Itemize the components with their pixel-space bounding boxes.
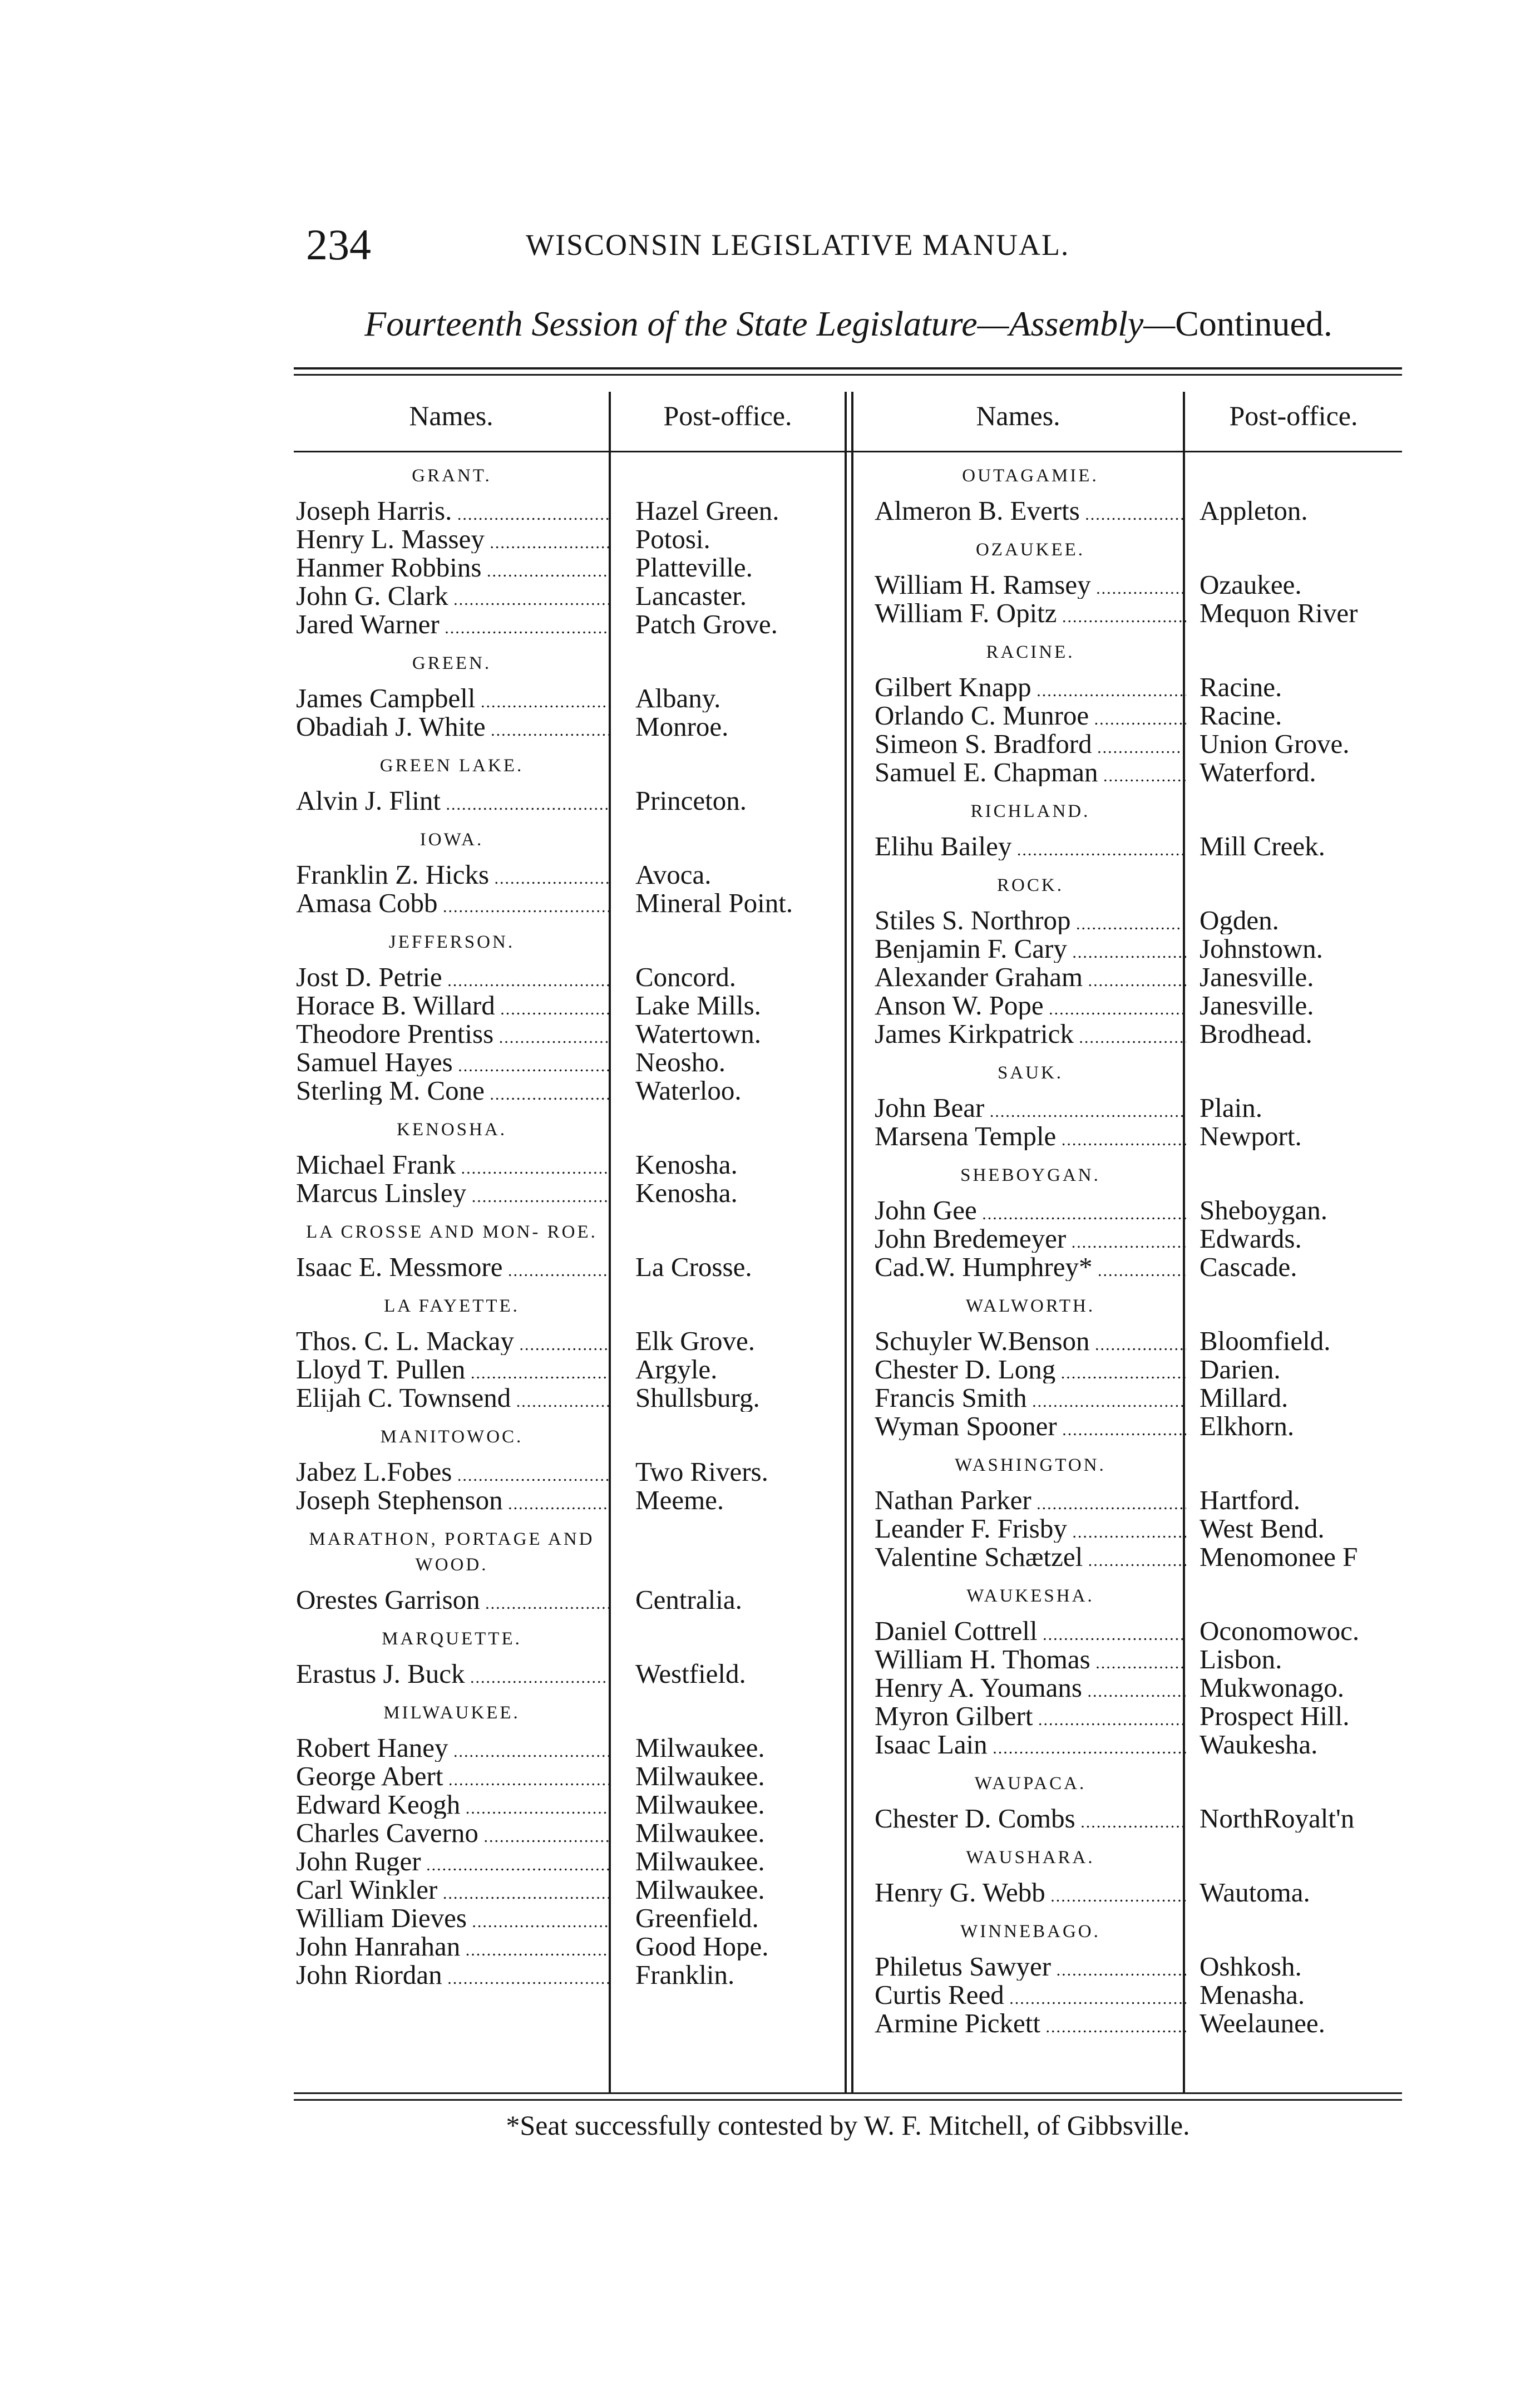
post-office: Prospect Hill. [1200, 1702, 1350, 1730]
post-office: Milwaukee. [635, 1819, 765, 1847]
member-row [296, 525, 846, 553]
member-row [296, 786, 846, 815]
post-office: Newport. [1200, 1122, 1302, 1150]
post-office: Edwards. [1200, 1224, 1302, 1253]
post-office: Potosi. [635, 525, 710, 553]
member-row [875, 1543, 1424, 1571]
post-office: Sheboygan. [1200, 1196, 1327, 1224]
county-heading: WINNEBAGO. [960, 1922, 1100, 1942]
member-name: James Kirkpatrick ..... [875, 1019, 1186, 1048]
post-office: Good Hope. [635, 1932, 769, 1960]
post-office: Menasha. [1200, 1981, 1305, 2009]
post-office: Brodhead. [1200, 1019, 1312, 1048]
county-heading: JEFFERSON. [388, 932, 515, 952]
post-office: Janesville. [1200, 963, 1314, 991]
post-office: Elk Grove. [635, 1327, 755, 1355]
post-office: Greenfield. [635, 1904, 759, 1932]
member-row [296, 1179, 846, 1207]
member-name: George Abert ..... [296, 1762, 610, 1790]
member-name: Sterling M. Cone ..... [296, 1076, 610, 1105]
member-name: William F. Opitz ..... [875, 599, 1186, 627]
member-name: Charles Caverno ..... [296, 1819, 610, 1847]
bottom-rule-2 [294, 2099, 1402, 2101]
member-row [875, 963, 1424, 991]
member-name: Alexander Graham ..... [875, 963, 1186, 991]
member-name: Horace B. Willard ..... [296, 991, 610, 1019]
county-heading: SHEBOYGAN. [960, 1165, 1100, 1185]
member-row [875, 1730, 1424, 1758]
member-row [875, 1673, 1424, 1702]
subtitle-roman: Continued. [1175, 304, 1332, 343]
member-name: Valentine Schætzel ..... [875, 1543, 1186, 1571]
county-heading: WAUSHARA. [966, 1848, 1095, 1868]
post-office: Millard. [1200, 1383, 1289, 1412]
post-office: Argyle. [635, 1355, 718, 1383]
post-office: Waterford. [1200, 758, 1316, 786]
member-name: Amasa Cobb ..... [296, 889, 610, 917]
member-row [875, 1196, 1424, 1224]
post-office: Milwaukee. [635, 1790, 765, 1819]
member-name: Thos. C. L. Mackay ..... [296, 1327, 610, 1355]
member-name: Simeon S. Bradford ..... [875, 730, 1186, 758]
member-name: Myron Gilbert ..... [875, 1702, 1186, 1730]
county-heading: RICHLAND. [970, 801, 1090, 821]
right-county-list [875, 451, 1424, 2037]
member-row [875, 991, 1424, 1019]
post-office: Elkhorn. [1200, 1412, 1295, 1440]
member-row [296, 496, 846, 525]
member-name: Samuel E. Chapman ..... [875, 758, 1186, 786]
member-row [296, 963, 846, 991]
member-row [296, 610, 846, 638]
member-name: Leander F. Frisby ..... [875, 1514, 1186, 1543]
member-name: Cad.W. Humphrey* ..... [875, 1253, 1186, 1281]
post-office: Milwaukee. [635, 1762, 765, 1790]
page-header [306, 220, 1196, 270]
member-name: Lloyd T. Pullen ..... [296, 1355, 610, 1383]
member-row [875, 1327, 1424, 1355]
member-row [875, 832, 1424, 860]
post-office: Johnstown. [1200, 934, 1323, 963]
member-name: Curtis Reed ..... [875, 1981, 1186, 2009]
member-row [296, 1486, 846, 1514]
county-heading: LA CROSSE AND MON- ROE. [306, 1222, 598, 1242]
member-row [296, 860, 846, 889]
member-row [875, 1804, 1424, 1832]
post-office: Waukesha. [1200, 1730, 1318, 1758]
member-name: Henry A. Youmans ..... [875, 1673, 1186, 1702]
post-office: Watertown. [635, 1019, 762, 1048]
member-name: Theodore Prentiss ..... [296, 1019, 610, 1048]
post-office: Avoca. [635, 860, 712, 889]
member-name: Isaac E. Messmore ..... [296, 1253, 610, 1281]
member-name: Gilbert Knapp ..... [875, 673, 1186, 701]
member-name: Jost D. Petrie ..... [296, 963, 610, 991]
post-office: Princeton. [635, 786, 747, 815]
county-heading: RACINE. [986, 642, 1075, 662]
member-row [875, 1952, 1424, 1981]
member-name: Henry L. Massey ..... [296, 525, 610, 553]
member-name: Elihu Bailey ..... [875, 832, 1186, 860]
member-row [296, 1585, 846, 1614]
member-row [875, 1702, 1424, 1730]
member-name: James Campbell ..... [296, 684, 610, 712]
col-head-postoffice-right: Post-office. [1229, 400, 1358, 431]
post-office: Weelaunee. [1200, 2009, 1325, 2037]
member-row [875, 570, 1424, 599]
member-row [296, 1383, 846, 1412]
post-office: Kenosha. [635, 1179, 738, 1207]
member-row [875, 599, 1424, 627]
subtitle-italic: Fourteenth Session of the State Legislature—Assembly— [364, 304, 1176, 343]
post-office: Hazel Green. [635, 496, 779, 525]
member-name: Orestes Garrison ..... [296, 1585, 610, 1614]
post-office: Meeme. [635, 1486, 724, 1514]
member-name: John Ruger ..... [296, 1847, 610, 1875]
member-row [296, 1762, 846, 1790]
post-office: Menomonee F [1200, 1543, 1358, 1571]
post-office: Platteville. [635, 553, 753, 582]
member-row [296, 1019, 846, 1048]
member-row [296, 1960, 846, 1989]
post-office: Oshkosh. [1200, 1952, 1302, 1981]
member-row [296, 1659, 846, 1688]
county-heading: GRANT. [412, 466, 492, 486]
member-row [875, 2009, 1424, 2037]
post-office: Mukwonago. [1200, 1673, 1344, 1702]
page-number: 234 [306, 220, 371, 269]
member-row [875, 1224, 1424, 1253]
member-row [875, 1617, 1424, 1645]
footnote: *Seat successfully contested by W. F. Mitchell, of Gibbsville. [506, 2110, 1190, 2141]
member-name: Marsena Temple ..... [875, 1122, 1186, 1150]
post-office: Racine. [1200, 701, 1282, 730]
post-office: Monroe. [635, 712, 729, 741]
county-heading: SAUK. [997, 1063, 1064, 1083]
post-office: Mequon River [1200, 599, 1358, 627]
member-row [875, 1253, 1424, 1281]
post-office: Westfield. [635, 1659, 746, 1688]
center-divider-b [851, 392, 853, 2092]
county-heading: GREEN. [412, 653, 492, 673]
member-name: Erastus J. Buck ..... [296, 1659, 610, 1688]
member-name: Armine Pickett ..... [875, 2009, 1186, 2037]
member-name: Obadiah J. White ..... [296, 712, 610, 741]
post-office: Neosho. [635, 1048, 725, 1076]
member-name: Daniel Cottrell ..... [875, 1617, 1186, 1645]
member-name: Schuyler W.Benson ..... [875, 1327, 1186, 1355]
post-office: Bloomfield. [1200, 1327, 1331, 1355]
post-office: Wautoma. [1200, 1878, 1310, 1907]
post-office: Shullsburg. [635, 1383, 760, 1412]
member-row [296, 582, 846, 610]
post-office: Milwaukee. [635, 1875, 765, 1904]
county-heading: MARQUETTE. [382, 1629, 522, 1649]
member-row [875, 1486, 1424, 1514]
member-row [875, 1981, 1424, 2009]
member-row [296, 712, 846, 741]
member-name: Orlando C. Munroe ..... [875, 701, 1186, 730]
col-head-names-right: Names. [976, 400, 1060, 431]
member-name: John Bredemeyer ..... [875, 1224, 1186, 1253]
post-office: Ogden. [1200, 906, 1279, 934]
member-name: Michael Frank ..... [296, 1150, 610, 1179]
left-county-list [296, 451, 846, 1989]
member-row [296, 1253, 846, 1281]
post-office: Centralia. [635, 1585, 742, 1614]
top-rule-1 [294, 367, 1402, 370]
member-row [296, 1076, 846, 1105]
member-row [875, 1383, 1424, 1412]
member-row [296, 1790, 846, 1819]
member-row [875, 934, 1424, 963]
member-row [875, 1412, 1424, 1440]
member-name: John Gee ..... [875, 1196, 1186, 1224]
member-row [296, 1457, 846, 1486]
member-row [296, 1150, 846, 1179]
county-heading: KENOSHA. [397, 1120, 507, 1140]
member-name: Nathan Parker ..... [875, 1486, 1186, 1514]
member-row [296, 553, 846, 582]
post-office: Franklin. [635, 1960, 735, 1989]
member-name: Hanmer Robbins ..... [296, 553, 610, 582]
post-office: Milwaukee. [635, 1847, 765, 1875]
post-office: Lancaster. [635, 582, 747, 610]
member-name: Jabez L.Fobes ..... [296, 1457, 610, 1486]
member-name: Marcus Linsley ..... [296, 1179, 610, 1207]
member-name: Philetus Sawyer ..... [875, 1952, 1186, 1981]
post-office: Waterloo. [635, 1076, 742, 1105]
county-heading: GREEN LAKE. [379, 756, 524, 776]
member-row [296, 1355, 846, 1383]
post-office: Darien. [1200, 1355, 1281, 1383]
member-name: Robert Haney ..... [296, 1733, 610, 1762]
post-office: Mill Creek. [1200, 832, 1325, 860]
top-rule-2 [294, 374, 1402, 376]
post-office: West Bend. [1200, 1514, 1325, 1543]
member-name: William H. Thomas ..... [875, 1645, 1186, 1673]
member-name: Anson W. Pope ..... [875, 991, 1186, 1019]
member-row [296, 889, 846, 917]
county-heading: ROCK. [997, 875, 1064, 895]
member-row [296, 1819, 846, 1847]
member-name: Wyman Spooner ..... [875, 1412, 1186, 1440]
post-office: Janesville. [1200, 991, 1314, 1019]
post-office: Racine. [1200, 673, 1282, 701]
member-row [296, 1904, 846, 1932]
member-name: Elijah C. Townsend ..... [296, 1383, 610, 1412]
county-heading: MILWAUKEE. [383, 1703, 520, 1723]
col-head-postoffice-left: Post-office. [663, 400, 792, 431]
col-head-names-left: Names. [409, 400, 493, 431]
member-name: Stiles S. Northrop ..... [875, 906, 1186, 934]
member-name: Chester D. Long ..... [875, 1355, 1186, 1383]
member-row [875, 701, 1424, 730]
post-office: Lisbon. [1200, 1645, 1282, 1673]
member-row [296, 991, 846, 1019]
member-name: Joseph Harris. ..... [296, 496, 610, 525]
post-office: Appleton. [1200, 496, 1308, 525]
post-office: Union Grove. [1200, 730, 1350, 758]
member-row [296, 1875, 846, 1904]
member-name: Benjamin F. Cary ..... [875, 934, 1186, 963]
post-office: Cascade. [1200, 1253, 1297, 1281]
member-name: John G. Clark ..... [296, 582, 610, 610]
member-row [875, 1514, 1424, 1543]
member-name: Francis Smith ..... [875, 1383, 1186, 1412]
member-row [296, 1048, 846, 1076]
member-row [296, 1327, 846, 1355]
post-office: Oconomowoc. [1200, 1617, 1360, 1645]
post-office: Kenosha. [635, 1150, 738, 1179]
member-row [296, 1932, 846, 1960]
running-title: WISCONSIN LEGISLATIVE MANUAL. [526, 228, 1070, 262]
member-name: Jared Warner ..... [296, 610, 610, 638]
member-name: Joseph Stephenson ..... [296, 1486, 610, 1514]
member-row [875, 1122, 1424, 1150]
county-heading: IOWA. [419, 830, 484, 850]
post-office: Mineral Point. [635, 889, 793, 917]
member-row [875, 730, 1424, 758]
member-name: Samuel Hayes ..... [296, 1048, 610, 1076]
member-name: Chester D. Combs ..... [875, 1804, 1186, 1832]
county-heading: MARATHON, PORTAGE AND WOOD. [309, 1529, 595, 1575]
post-office: Milwaukee. [635, 1733, 765, 1762]
member-row [875, 758, 1424, 786]
member-name: Henry G. Webb ..... [875, 1878, 1186, 1907]
member-row [296, 1733, 846, 1762]
post-office: Hartford. [1200, 1486, 1300, 1514]
county-heading: WAUPACA. [974, 1774, 1087, 1794]
county-heading: WASHINGTON. [955, 1455, 1106, 1475]
assembly-table [294, 367, 1402, 2101]
member-row [875, 1645, 1424, 1673]
member-name: William H. Ramsey ..... [875, 570, 1186, 599]
member-row [875, 1019, 1424, 1048]
member-row [875, 1093, 1424, 1122]
member-name: John Riordan ..... [296, 1960, 610, 1989]
post-office: La Crosse. [635, 1253, 752, 1281]
county-heading: OUTAGAMIE. [962, 466, 1099, 486]
post-office: Two Rivers. [635, 1457, 768, 1486]
post-office: Patch Grove. [635, 610, 778, 638]
member-name: Isaac Lain ..... [875, 1730, 1186, 1758]
member-row [875, 673, 1424, 701]
post-office: NorthRoyalt'n [1200, 1804, 1355, 1832]
member-row [875, 1355, 1424, 1383]
post-office: Ozaukee. [1200, 570, 1302, 599]
member-row [296, 1847, 846, 1875]
member-name: Almeron B. Everts ..... [875, 496, 1186, 525]
member-name: John Bear ..... [875, 1093, 1186, 1122]
county-heading: WALWORTH. [965, 1296, 1095, 1316]
county-heading: WAUKESHA. [966, 1586, 1094, 1606]
member-row [875, 906, 1424, 934]
county-heading: OZAUKEE. [975, 540, 1085, 560]
member-name: Franklin Z. Hicks ..... [296, 860, 610, 889]
post-office: Albany. [635, 684, 721, 712]
post-office: Concord. [635, 963, 736, 991]
member-name: Alvin J. Flint ..... [296, 786, 610, 815]
member-name: William Dieves ..... [296, 1904, 610, 1932]
member-row [875, 1878, 1424, 1907]
post-office: Lake Mills. [635, 991, 761, 1019]
bottom-rule-1 [294, 2092, 1402, 2094]
member-row [875, 496, 1424, 525]
member-name: Edward Keogh ..... [296, 1790, 610, 1819]
table-subtitle [306, 303, 1391, 344]
member-row [296, 684, 846, 712]
member-name: Carl Winkler ..... [296, 1875, 610, 1904]
county-heading: LA FAYETTE. [384, 1296, 520, 1316]
member-name: John Hanrahan ..... [296, 1932, 610, 1960]
post-office: Plain. [1200, 1093, 1262, 1122]
county-heading: MANITOWOC. [380, 1427, 524, 1447]
